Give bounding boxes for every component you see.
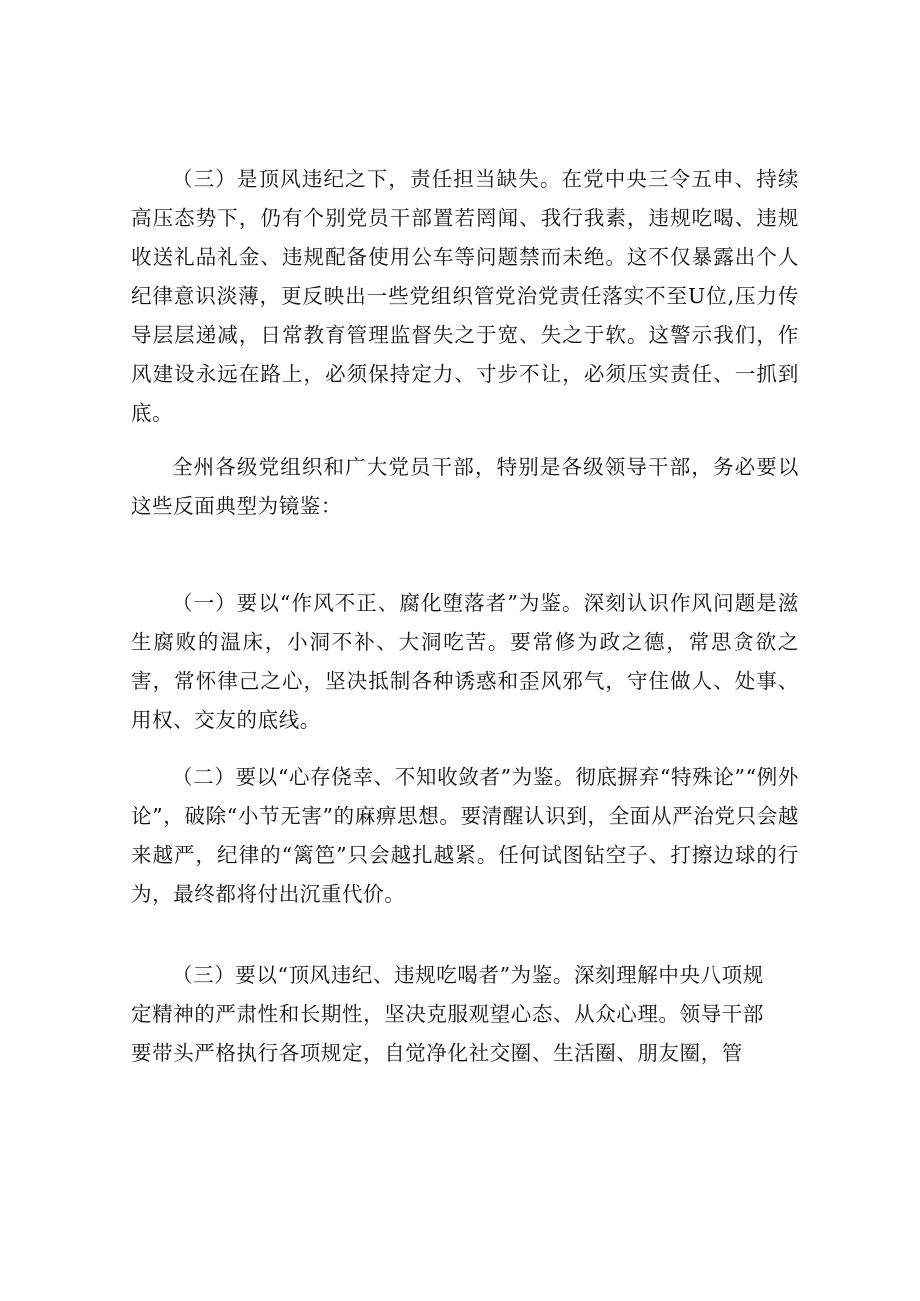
paragraph-lesson-two: （二）要以“心存侥幸、不知收敛者”为鉴。彻底摒弃“特殊论”“例外论”，破除“小节无害”的麻痹思想。要清醒认识到，全面从严治党只会越来越严，纪律的“篱笆”只会越扎越紧。任何试图钻空子、打擦边球的行为，最终都将付出沉重代价。 bbox=[131, 765, 799, 906]
paragraph-lesson-three: （三）要以“顶风违纪、违规吃喝者”为鉴。深刻理解中央八项规定精神的严肃性和长期性，坚决克服观望心态、从众心理。领导干部要带头严格执行各项规定，自觉净化社交圈、生活圈、朋友圈，管 bbox=[131, 963, 764, 1065]
paragraph-call-to-action: 全州各级党组织和广大党员干部，特别是各级领导干部，务必要以这些反面典型为镜鉴： bbox=[131, 455, 799, 518]
paragraph-responsibility-lacking: （三）是顶风违纪之下，责任担当缺失。在党中央三令五申、持续高压态势下，仍有个别党员干部置若罔闻、我行我素，违规吃喝、违规收送礼品礼金、违规配备使用公车等问题禁而未绝。这不仅暴露出个人纪律意识淡薄，更反映出一些党组织管党治党责任落实不至U位,压力传导层层递减，日常教育管理监督失之于宽、失之于软。这警示我们，作风建设永远在路上，必须保持定力、寸步不让，必须压实责任、一抓到底。 bbox=[131, 167, 799, 425]
paragraph-lesson-one: （一）要以“作风不正、腐化堕落者”为鉴。深刻认识作风问题是滋生腐败的温床，小洞不补、大洞吃苦。要常修为政之德，常思贪欲之害，常怀律己之心，坚决抵制各种诱惑和歪风邪气，守住做人、处事、用权、交友的底线。 bbox=[131, 591, 799, 732]
